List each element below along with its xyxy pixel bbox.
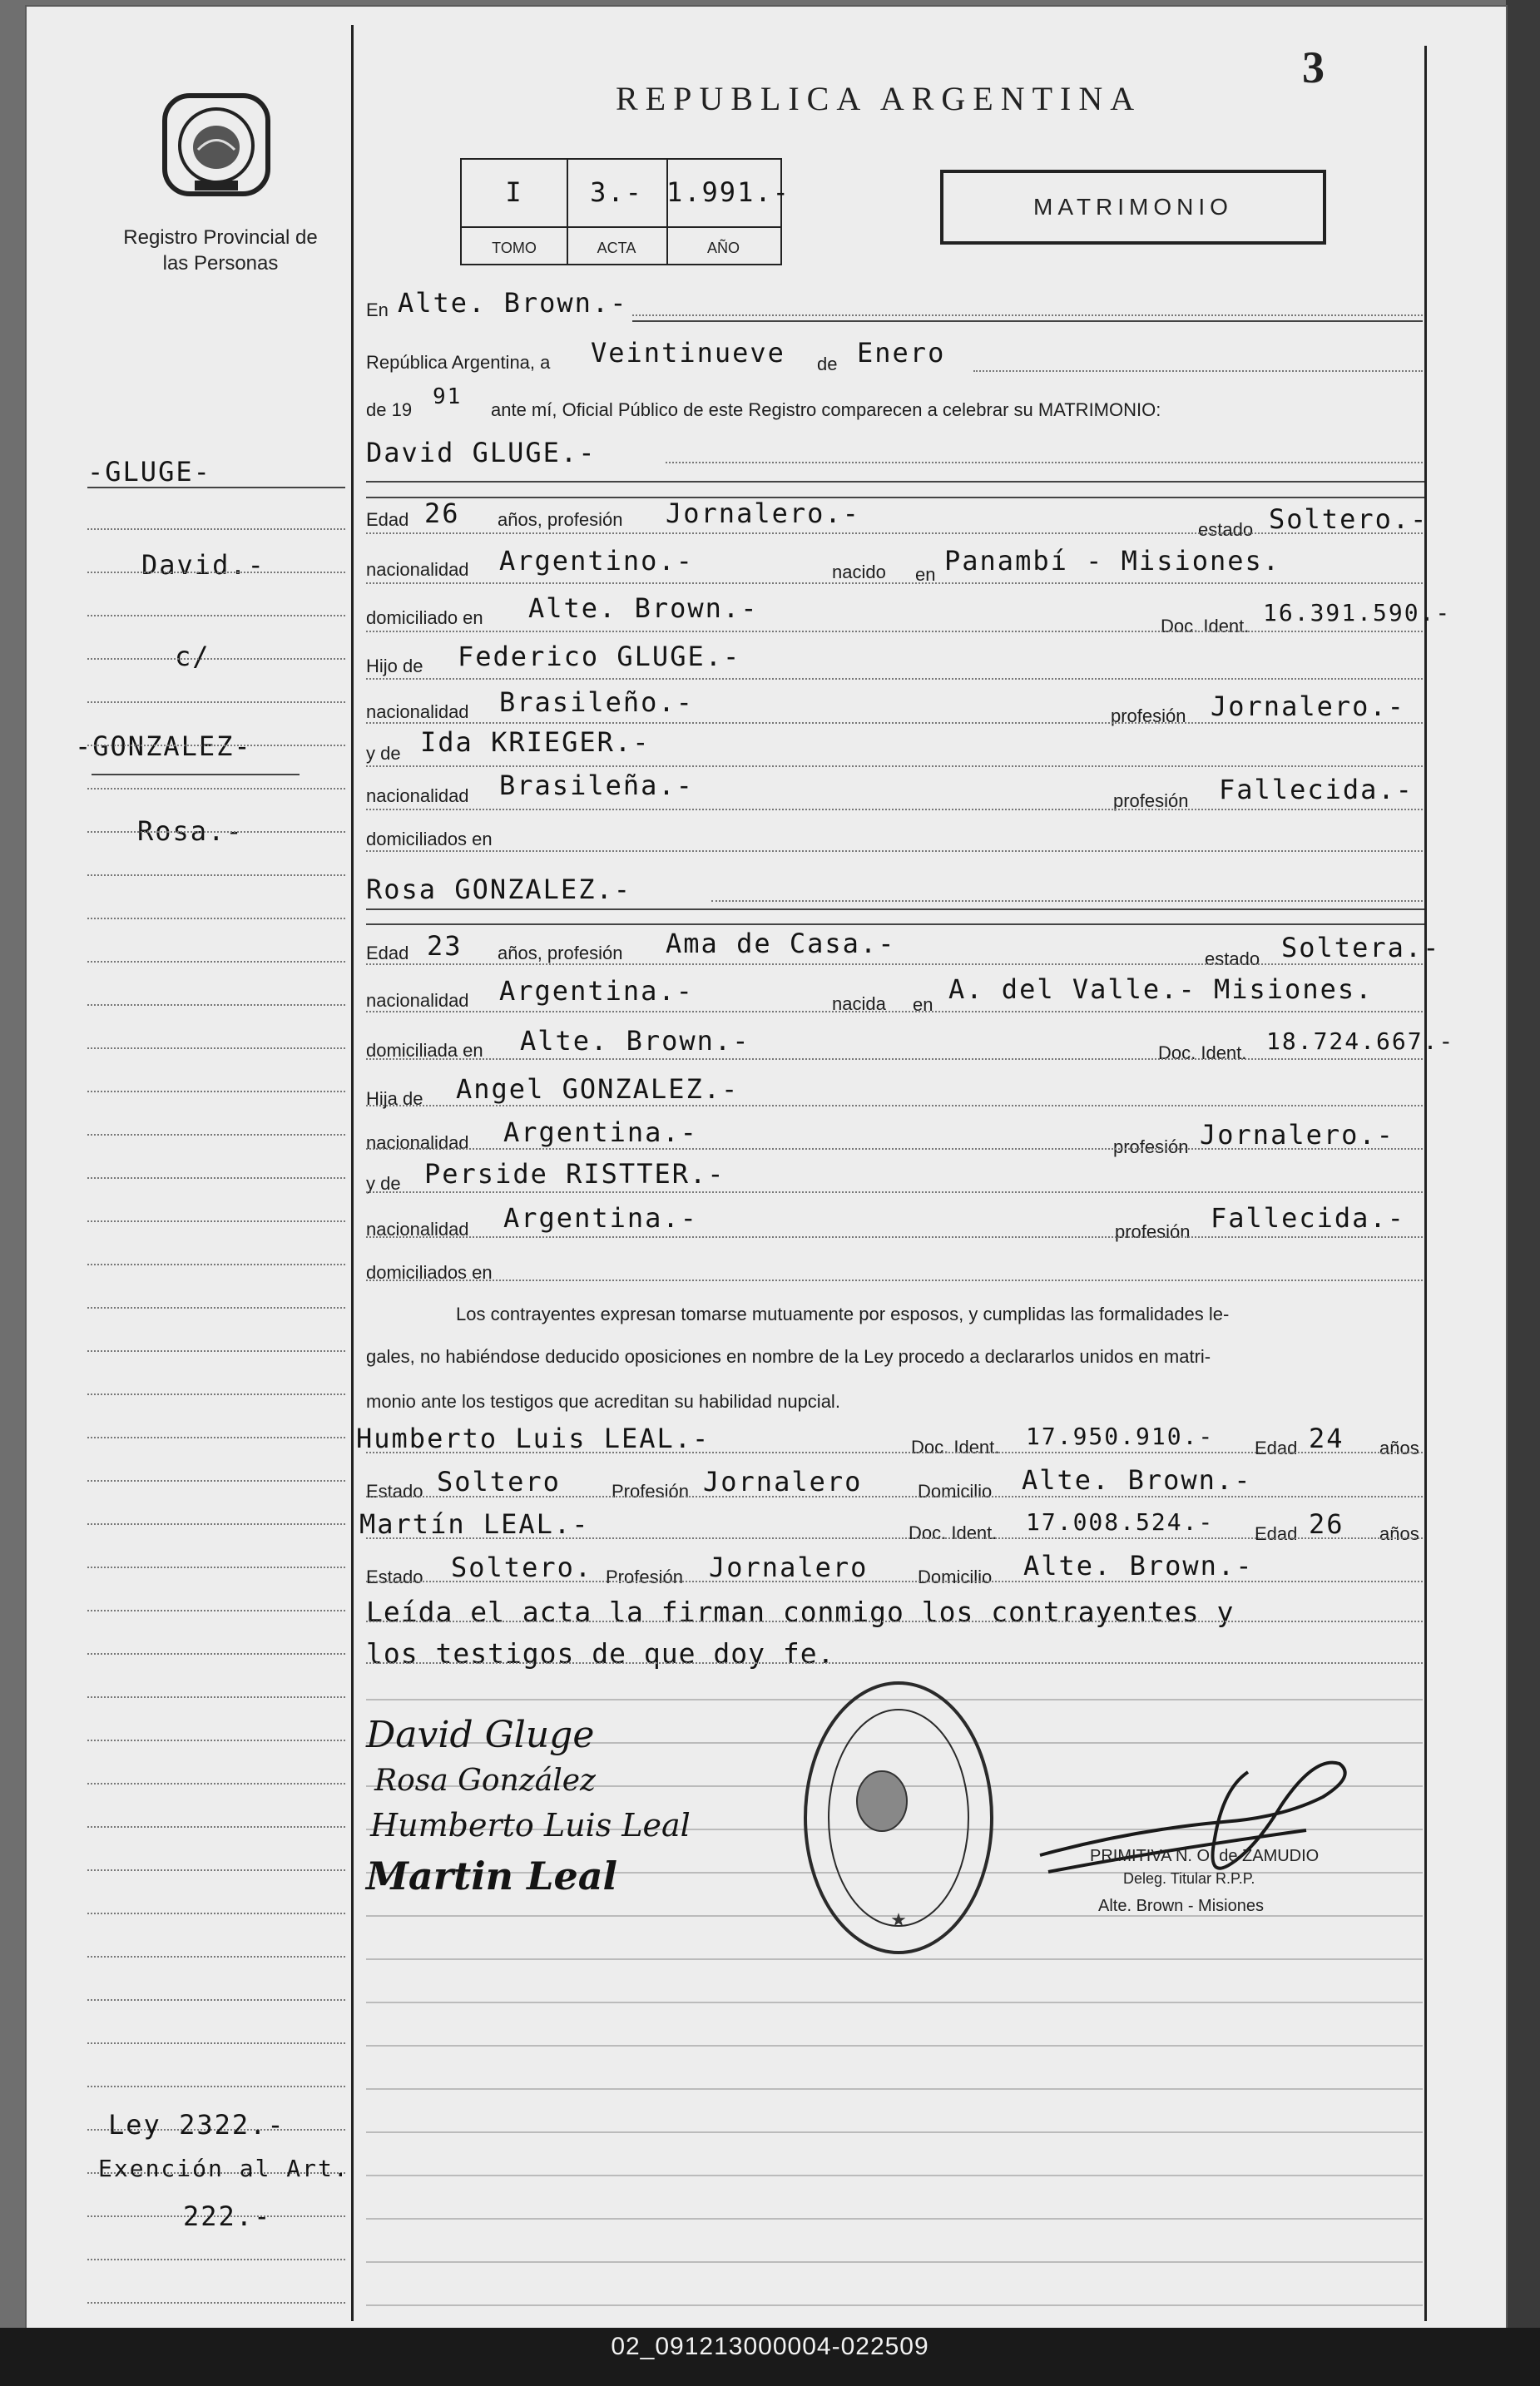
groom-profession: Jornalero.- (666, 497, 860, 529)
groom-address: Alte. Brown.- (528, 592, 759, 624)
en-label: En (366, 299, 389, 320)
profesion-label: profesión (1113, 1136, 1189, 1157)
margin-dot-line (87, 1999, 345, 2001)
nacido-label: nacido (832, 562, 886, 582)
margin-underline (87, 487, 345, 488)
bride-father-prof: Jornalero.- (1200, 1119, 1394, 1151)
margin-dot-line (87, 2259, 345, 2260)
profesion-label: Profesión (606, 1567, 683, 1587)
groom-doc: 16.391.590.- (1263, 599, 1452, 626)
tomo-acta-ano-box (460, 158, 790, 265)
fill-line (366, 809, 1423, 810)
ruled-line (366, 2002, 1423, 2003)
domiciliados-label: domiciliados en (366, 1262, 493, 1283)
law-note-line3: 222.- (183, 2200, 272, 2232)
margin-dot-line (87, 918, 345, 919)
witness2-name: Martín LEAL.- (359, 1508, 590, 1540)
margin-dot-line (87, 1091, 345, 1092)
groom-mother-nat: Brasileña.- (499, 770, 694, 801)
margin-rule (351, 25, 354, 2321)
doc-label: Doc. Ident. (911, 1437, 1000, 1458)
estado-label: Estado (366, 1567, 423, 1587)
declaration-line2: gales, no habiéndose deducido oposiciones en nombre de la Ley procedo a declararlos unidos en matri- (366, 1346, 1211, 1367)
nacida-label: nacida (832, 993, 886, 1014)
bride-doc: 18.724.667.- (1266, 1027, 1455, 1055)
domiciliada-label: domiciliada en (366, 1040, 483, 1061)
estado-label: estado (1198, 519, 1254, 540)
fill-line (366, 1621, 1423, 1622)
official-role: Deleg. Titular R.P.P. (1123, 1870, 1255, 1887)
fill-line (366, 1496, 1423, 1497)
margin-dot-line (87, 528, 345, 530)
signature-groom: David Gluge (366, 1714, 595, 1756)
domicilio-label: Domicilio (918, 1567, 993, 1587)
margin-dot-line (87, 1480, 345, 1482)
ruled-line (366, 2045, 1423, 2047)
bride-birthplace: A. del Valle.- Misiones. (948, 973, 1374, 1005)
margin-dot-line (87, 1350, 345, 1352)
mother-nat-label: nacionalidad (366, 785, 469, 806)
witness2-age: 26 (1309, 1508, 1344, 1540)
fill-line (366, 1148, 1423, 1150)
witness1-name: Humberto Luis LEAL.- (356, 1423, 711, 1454)
official-place: Alte. Brown - Misiones (1098, 1897, 1264, 1915)
acta-label: ACTA (597, 240, 636, 256)
tomo-label: TOMO (492, 240, 537, 256)
en-label: en (915, 564, 936, 585)
law-note-line1: Ley 2322.- (108, 2109, 285, 2141)
bride-father: Angel GONZALEZ.- (456, 1073, 740, 1105)
fill-line (366, 1105, 1423, 1106)
margin-dot-line (87, 1696, 345, 1698)
fill-line (366, 1058, 1423, 1060)
margin-surname-bride: -GONZALEZ- (75, 730, 252, 762)
country-title: REPUBLICA ARGENTINA (616, 80, 1142, 117)
margin-dot-line (87, 831, 345, 833)
witness1-marital: Soltero (437, 1466, 561, 1497)
edad-label: Edad (1255, 1523, 1298, 1544)
doc-label: Doc. Ident. (1161, 616, 1250, 636)
rule (632, 320, 1423, 322)
groom-father-prof: Jornalero.- (1211, 691, 1405, 722)
margin-name-bride: Rosa.- (137, 815, 244, 847)
witness1-doc: 17.950.910.- (1026, 1423, 1215, 1450)
fill-line (973, 370, 1423, 372)
margin-dot-line (87, 1740, 345, 1741)
rule (366, 497, 1424, 498)
book-edge (1506, 0, 1540, 2386)
groom-father-nat: Brasileño.- (499, 686, 694, 718)
doc-label: Doc. Ident. (1158, 1042, 1247, 1063)
bride-address: Alte. Brown.- (520, 1025, 750, 1057)
fill-line (366, 582, 1423, 584)
domicilio-label: Domicilio (918, 1481, 993, 1502)
margin-dot-line (87, 1220, 345, 1222)
witness2-profession: Jornalero (709, 1552, 869, 1583)
bride-profession: Ama de Casa.- (666, 928, 896, 959)
rule (366, 481, 1424, 483)
anos-label: años (1379, 1438, 1419, 1458)
groom-full-name: David GLUGE.- (366, 437, 597, 468)
margin-dot-line (87, 1567, 345, 1568)
ruled-line (366, 2088, 1423, 2090)
bride-nationality: Argentina.- (499, 975, 694, 1007)
margin-underline (92, 774, 300, 775)
place-value: Alte. Brown.- (398, 287, 628, 319)
registry-stamp (799, 1676, 998, 1959)
fill-line (366, 765, 1423, 767)
month-value: Enero (857, 337, 946, 369)
tomo-value: I (505, 176, 523, 208)
day-value: Veintinueve (591, 337, 785, 369)
en-label: en (913, 994, 933, 1015)
fill-line (366, 1662, 1423, 1664)
year-prefix: de 19 (366, 399, 413, 420)
ruled-line (366, 2304, 1423, 2306)
domiciliado-label: domiciliado en (366, 607, 483, 628)
right-rule (1424, 46, 1427, 2321)
margin-dot-line (87, 1523, 345, 1525)
margin-name-groom: David.- (141, 549, 265, 581)
rule (366, 908, 1424, 910)
ano-label: AÑO (706, 240, 740, 256)
fill-line (366, 1452, 1423, 1453)
y-de-label: y de (366, 1173, 401, 1194)
margin-dot-line (87, 1134, 345, 1136)
margin-dot-line (87, 1956, 345, 1958)
estado-label: estado (1205, 948, 1260, 969)
bride-age: 23 (427, 930, 463, 962)
doc-label: Doc. Ident. (909, 1522, 998, 1543)
acta-value: 3.- (590, 176, 643, 208)
witness2-doc: 17.008.524.- (1026, 1508, 1215, 1536)
edad-label: Edad (366, 943, 409, 963)
groom-mother-prof: Fallecida.- (1219, 774, 1414, 805)
witness1-profession: Jornalero (703, 1466, 863, 1497)
closing-line1: Leída el acta la firman conmigo los contrayentes y (366, 1596, 1235, 1628)
margin-dot-line (87, 1783, 345, 1785)
bride-father-nat: Argentina.- (503, 1116, 698, 1148)
domiciliados-label: domiciliados en (366, 829, 493, 849)
declaration-line3: monio ante los testigos que acreditan su habilidad nupcial. (366, 1391, 840, 1412)
margin-dot-line (87, 1264, 345, 1265)
rule (366, 923, 1424, 925)
fill-line (366, 963, 1423, 965)
fill-line (366, 1191, 1423, 1193)
groom-age: 26 (424, 497, 460, 529)
bride-mother-nat: Argentina.- (503, 1202, 698, 1234)
profesion-label: profesión (1113, 790, 1189, 811)
law-note-line2: Exención al Art. (98, 2155, 349, 2182)
y-de-label: y de (366, 743, 401, 764)
ruled-line (366, 2131, 1423, 2133)
profesion-label: Profesión (612, 1481, 689, 1502)
hija-label: Hija de (366, 1088, 423, 1109)
margin-dot-line (87, 961, 345, 963)
svg-text:★: ★ (890, 1910, 907, 1931)
fill-line (366, 1236, 1423, 1238)
registry-name: Registro Provincial de las Personas (123, 226, 318, 275)
scan-id: 02_091213000004-022509 (611, 2333, 929, 2360)
republica-label: República Argentina, a (366, 352, 551, 373)
margin-dot-line (87, 874, 345, 876)
margin-surname-groom: -GLUGE- (87, 456, 211, 488)
profesion-label: profesión (1111, 705, 1186, 726)
margin-dot-line (87, 2302, 345, 2304)
signature-witness1: Humberto Luis Leal (370, 1807, 691, 1844)
mother-nat-label: nacionalidad (366, 1219, 469, 1240)
witness1-address: Alte. Brown.- (1022, 1464, 1252, 1496)
edad-label: Edad (1255, 1438, 1298, 1458)
act-type-box: MATRIMONIO (940, 170, 1326, 245)
hijo-label: Hijo de (366, 656, 423, 676)
witness1-age: 24 (1309, 1423, 1344, 1454)
provincial-seal-logo (158, 87, 275, 204)
father-nat-label: nacionalidad (366, 701, 469, 722)
margin-dot-line (87, 1826, 345, 1828)
fill-line (366, 532, 1423, 534)
fill-line (366, 678, 1423, 680)
declaration-line1: Los contrayentes expresan tomarse mutuamente por esposos, y cumplidas las formalidades le- (456, 1304, 1230, 1324)
de-label: de (817, 354, 838, 374)
margin-dot-line (87, 1004, 345, 1006)
fill-line (366, 722, 1423, 724)
groom-nationality: Argentino.- (499, 545, 694, 577)
father-nat-label: nacionalidad (366, 1132, 469, 1153)
profesion-label: profesión (1115, 1221, 1191, 1242)
margin-dot-line (87, 1047, 345, 1049)
margin-connector: c/ (175, 641, 210, 672)
margin-dot-line (87, 2042, 345, 2044)
fill-line (366, 1011, 1423, 1012)
intro-text: ante mí, Oficial Público de este Registro comparecen a celebrar su MATRIMONIO: (491, 399, 1161, 420)
estado-label: Estado (366, 1481, 423, 1502)
margin-dot-line (87, 1653, 345, 1655)
anos-profesion-label: años, profesión (498, 943, 623, 963)
margin-dot-line (87, 788, 345, 790)
groom-birthplace: Panambí - Misiones. (944, 545, 1281, 577)
fill-line (366, 631, 1423, 632)
margin-dot-line (87, 1393, 345, 1395)
official-name: PRIMITIVA N. O. de ZAMUDIO (1090, 1847, 1320, 1865)
fill-line (366, 1537, 1423, 1539)
witness2-marital: Soltero. (451, 1552, 593, 1583)
fill-line (366, 1280, 1423, 1281)
margin-dot-line (87, 701, 345, 703)
witness2-address: Alte. Brown.- (1023, 1550, 1254, 1582)
bride-marital: Soltera.- (1281, 932, 1441, 963)
margin-dot-line (87, 572, 345, 573)
margin-dot-line (87, 1177, 345, 1179)
margin-dot-line (87, 745, 345, 746)
fill-line (666, 462, 1423, 463)
margin-dot-line (87, 658, 345, 660)
fill-line (632, 314, 1423, 316)
bride-mother: Perside RISTTER.- (424, 1158, 725, 1190)
margin-dot-line (87, 1869, 345, 1871)
nacionalidad-label: nacionalidad (366, 559, 469, 580)
margin-dot-line (87, 1437, 345, 1438)
page-number: 3 (1302, 42, 1325, 92)
ruled-line (366, 2261, 1423, 2263)
edad-label: Edad (366, 509, 409, 530)
nacionalidad-label: nacionalidad (366, 990, 469, 1011)
signature-witness2: Martin Leal (366, 1854, 618, 1898)
groom-father: Federico GLUGE.- (458, 641, 741, 672)
fill-line (366, 1581, 1423, 1582)
ruled-line (366, 2218, 1423, 2220)
fill-line (366, 850, 1423, 852)
ano-value: 1.991.- (666, 176, 790, 208)
closing-line2: los testigos de que doy fe. (366, 1637, 835, 1670)
bride-mother-prof: Fallecida.- (1211, 1202, 1405, 1234)
margin-dot-line (87, 2086, 345, 2087)
signature-bride: Rosa González (374, 1764, 596, 1798)
margin-dot-line (87, 1913, 345, 1914)
groom-marital: Soltero.- (1269, 503, 1429, 535)
year-suffix: 91 (433, 384, 463, 409)
margin-dot-line (87, 615, 345, 616)
bride-full-name: Rosa GONZALEZ.- (366, 874, 631, 905)
anos-label: años (1379, 1523, 1419, 1544)
margin-dot-line (87, 1610, 345, 1611)
groom-mother: Ida KRIEGER.- (420, 726, 651, 758)
ruled-line (366, 2175, 1423, 2176)
margin-dot-line (87, 1307, 345, 1309)
anos-profesion-label: años, profesión (498, 509, 623, 530)
fill-line (711, 900, 1423, 902)
